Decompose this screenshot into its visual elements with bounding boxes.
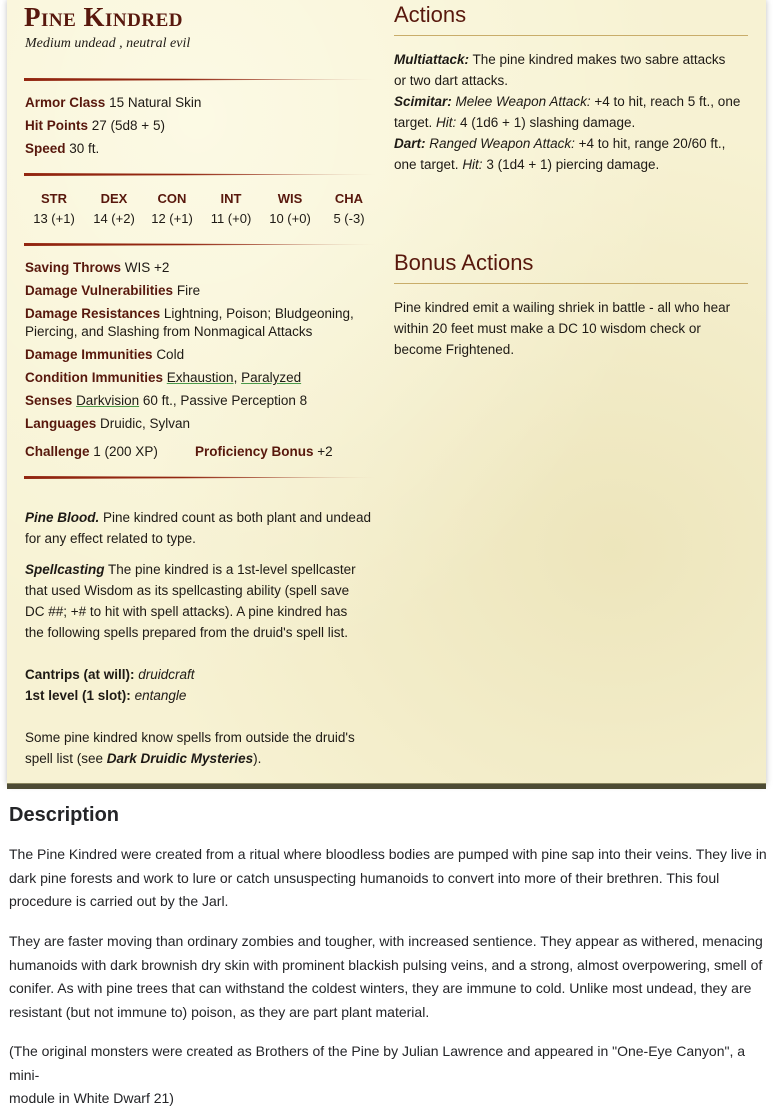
action-name: Multiattack: <box>394 52 470 67</box>
saving-throws-value: WIS +2 <box>124 260 170 275</box>
ability-cha <box>319 190 379 230</box>
senses-value: 60 ft., Passive Perception 8 <box>139 393 308 408</box>
trait-text: the following spells prepared from the druid's spell list. <box>25 625 348 640</box>
challenge-value: 1 (200 XP) <box>93 444 158 459</box>
speed-label: Speed <box>25 141 66 156</box>
paragraph-line: humanoids with dark brownish dry skin with prominent blackish pulsing veins, and a strong, almost overpowering, smell of <box>9 956 763 973</box>
monster-subtitle: Medium undead , neutral evil <box>25 36 191 51</box>
paragraph-line: dark pine forests and work to lure or catch unsuspecting humanoids to convert into more of their brethren. This foul <box>9 869 720 886</box>
paragraph-line: The Pine Kindred were created from a ritual where bloodless bodies are pumped with pine sap into their veins. They live in <box>9 846 767 862</box>
condition-separator: , <box>233 370 242 385</box>
exhaustion-link[interactable]: Exhaustion <box>166 370 234 385</box>
immunities-value: Cold <box>156 347 185 362</box>
cantrips-value: druidcraft <box>138 667 195 682</box>
actions-heading: Actions <box>394 2 467 27</box>
trait-pine-blood <box>25 507 371 528</box>
action-multiattack <box>394 49 725 70</box>
saving-throws-label: Saving Throws <box>25 260 122 275</box>
paragraph-line: module in White Dwarf 21) <box>9 1090 174 1106</box>
cantrips-line <box>25 664 195 685</box>
ability-wis <box>260 190 320 230</box>
condition-immunities-label: Condition Immunities <box>25 370 163 385</box>
action-text: or two dart attacks. <box>394 73 509 88</box>
speed-value: 30 ft. <box>69 141 100 156</box>
stat-block-bottom-border <box>7 783 766 789</box>
attack-type: Ranged Weapon Attack: <box>425 136 575 151</box>
first-level-label: 1st level (1 slot): <box>25 688 131 703</box>
bonus-action-text: become Frightened. <box>394 342 515 357</box>
hit-label: Hit: <box>462 157 483 172</box>
action-dart-line-2 <box>394 154 659 175</box>
condition-immunities-line <box>25 367 301 388</box>
action-text: 3 (1d4 + 1) piercing damage. <box>482 157 660 172</box>
paragraph-line: conifer. As with pine trees that can withstand the coldest winters, they are immune to cold. Unlike most undead, they are <box>9 980 752 996</box>
action-text: +4 to hit, reach 5 ft., one <box>590 94 741 109</box>
first-level-value: entangle <box>134 688 187 703</box>
trait-spellcasting <box>25 559 356 580</box>
hit-points-line <box>25 115 165 136</box>
languages-value: Druidic, Sylvan <box>100 416 191 431</box>
bonus-actions-heading: Bonus Actions <box>394 250 534 275</box>
languages-line <box>25 413 190 434</box>
hit-label: Hit: <box>436 115 457 130</box>
ability-name: CHA <box>334 191 364 206</box>
vulnerabilities-label: Damage Vulnerabilities <box>25 283 174 298</box>
senses-line <box>25 390 307 411</box>
bonus-action-text: within 20 feet must make a DC 10 wisdom check or <box>394 321 701 336</box>
trait-name: Pine Blood. <box>25 510 100 525</box>
resistances-line-2: Piercing, and Slashing from Nonmagical Attacks <box>25 324 313 339</box>
action-text: one target. <box>394 157 463 172</box>
paralyzed-link[interactable]: Paralyzed <box>241 370 302 385</box>
action-name: Dart: <box>394 136 426 151</box>
action-text: The pine kindred makes two sabre attacks <box>469 52 726 67</box>
action-name: Scimitar: <box>394 94 452 109</box>
trait-text: DC ##; +# to hit with spell attacks). A pine kindred has <box>25 604 348 619</box>
description-heading: Description <box>9 804 120 826</box>
proficiency-value: +2 <box>317 444 333 459</box>
immunities-label: Damage Immunities <box>25 347 153 362</box>
action-text: +4 to hit, range 20/60 ft., <box>574 136 726 151</box>
description-paragraph-2 <box>9 930 769 1024</box>
cantrips-label: Cantrips (at will): <box>25 667 135 682</box>
darkvision-link[interactable]: Darkvision <box>76 393 140 408</box>
action-text: target. <box>394 115 437 130</box>
ability-score: 11 (+0) <box>210 211 252 226</box>
trait-text: Some pine kindred know spells from outside the druid's <box>25 730 355 745</box>
ability-name: DEX <box>100 191 128 206</box>
ability-name: INT <box>220 191 242 206</box>
armor-class-value: 15 Natural Skin <box>109 95 202 110</box>
ability-score: 12 (+1) <box>151 211 193 226</box>
ability-dex <box>84 190 144 230</box>
saving-throws-line <box>25 257 169 278</box>
ability-int <box>201 190 261 230</box>
trait-text: spell list (see <box>25 751 107 766</box>
ability-name: STR <box>41 191 67 206</box>
ability-con <box>142 190 202 230</box>
paragraph-line: procedure is carried out by the Jarl. <box>9 893 229 909</box>
ability-score: 13 (+1) <box>33 211 75 226</box>
trait-text: for any effect related to type. <box>25 531 196 546</box>
bonus-action-text: Pine kindred emit a wailing shriek in battle - all who hear <box>394 300 731 315</box>
trait-text: Pine kindred count as both plant and undead <box>99 510 371 525</box>
ability-str <box>24 190 84 230</box>
senses-label: Senses <box>25 393 73 408</box>
ability-name: CON <box>157 191 187 206</box>
resistances-label: Damage Resistances <box>25 306 161 321</box>
challenge-line <box>25 441 158 462</box>
trait-text: that used Wisdom as its spellcasting ability (spell save <box>25 583 350 598</box>
action-scimitar <box>394 91 740 112</box>
attack-type: Melee Weapon Attack: <box>451 94 591 109</box>
languages-label: Languages <box>25 416 97 431</box>
monster-name: Pine Kindred <box>24 2 183 32</box>
action-dart <box>394 133 725 154</box>
first-level-line <box>25 685 186 706</box>
vulnerabilities-line <box>25 280 200 301</box>
ability-score: 10 (+0) <box>269 211 311 226</box>
trait-text: The pine kindred is a 1st-level spellcaster <box>104 562 356 577</box>
armor-class-line <box>25 92 201 113</box>
ability-score: 14 (+2) <box>93 211 135 226</box>
paragraph-line: (The original monsters were created as Brothers of the Pine by Julian Lawrence and appeared in "One-Eye Canyon", a mini- <box>9 1043 746 1083</box>
paragraph-line: They are faster moving than ordinary zombies and tougher, with increased sentience. They appear as withered, menacing <box>9 933 763 949</box>
description-paragraph-1 <box>9 843 769 914</box>
resistances-value: Lightning, Poison; Bludgeoning, <box>163 306 354 321</box>
action-text: 4 (1d6 + 1) slashing damage. <box>456 115 636 130</box>
trait-extra-line <box>25 748 261 769</box>
section-rule <box>394 35 748 36</box>
ability-score: 5 (-3) <box>333 211 365 226</box>
proficiency-line <box>195 441 333 462</box>
speed-line <box>25 138 99 159</box>
section-rule <box>394 283 748 284</box>
immunities-line <box>25 344 184 365</box>
description-paragraph-3 <box>9 1040 769 1111</box>
reference-title: Dark Druidic Mysteries <box>106 751 254 766</box>
armor-class-label: Armor Class <box>25 95 106 110</box>
action-scimitar-line-2 <box>394 112 635 133</box>
hit-points-label: Hit Points <box>25 118 88 133</box>
trait-text: ). <box>253 751 262 766</box>
trait-name: Spellcasting <box>25 562 105 577</box>
ability-name: WIS <box>277 191 303 206</box>
vulnerabilities-value: Fire <box>176 283 201 298</box>
paragraph-line: resistant (but not immune to) poison, as they are part plant material. <box>9 1003 430 1020</box>
proficiency-label: Proficiency Bonus <box>195 444 314 459</box>
challenge-label: Challenge <box>25 444 90 459</box>
hit-points-value: 27 (5d8 + 5) <box>91 118 165 133</box>
